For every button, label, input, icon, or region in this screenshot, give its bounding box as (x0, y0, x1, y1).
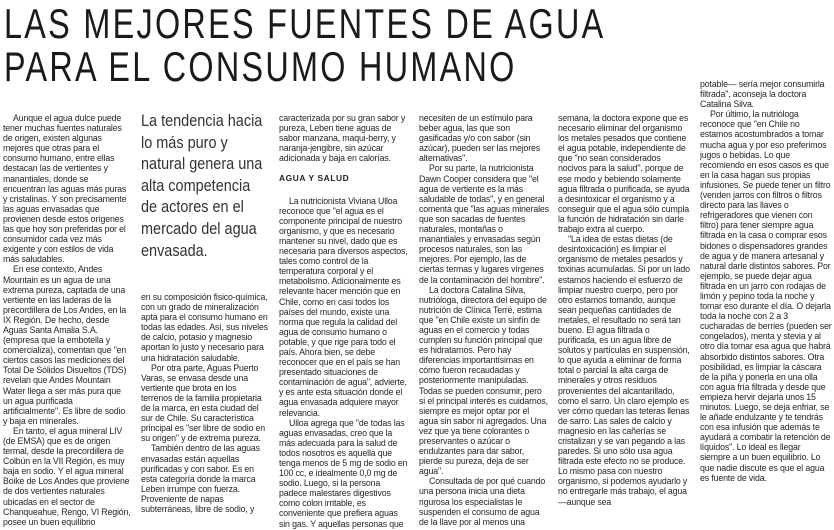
paragraph: Por su parte, la nutricionista Dawn Cooper considera que "el agua de vertiente es la más saludable de todas", y en general comenta que "las aguas minerales que son sacadas de fuentes naturales, montañas o manantiales y envasadas según procesos naturales, son las mejores. Por ejemplo, las de ciertas termas y lugares vírgenes de la contaminación del hombre". (419, 163, 549, 285)
headline (4, 2, 785, 88)
paragraph-continued: semana, la doctora expone que es necesario eliminar del organismo los metales pesados que contiene el agua potable, independiente de que "no sean considerados nocivos para la salud", porque de ese modo y bebiendo solamente agua filtrada o purificada, se ayuda a desintoxicar el organismo y a conseguir que el agua sólo cumpla la función de hidratación sin darle trabajo extra al cuerpo. (558, 113, 690, 235)
headline-line-1: LAS MEJORES FUENTES DE AGUA (4, 0, 606, 47)
paragraph: En tanto, el agua mineral LIV (de EMSA) que es de origen termal, desde la precordillera de Colbún en la VII Región, es muy baja en sodio. Y el agua mineral Boike de Los Andes que proviene de dos vertientes naturales ubicadas en el sector de Chanqueahue, Rengo, VI Región, posee un buen equilibrio (3, 425, 131, 527)
paragraph: "La idea de estas dietas (de desintoxicación) es limpiar el organismo de metales pesados y toxinas acumuladas. Si por un lado estamos haciendo el esfuerzo de limpiar nuestro cuerpo, pero por otro estamos tomando, aunque sean pequeñas cantidades de metales, el resultado no será tan bueno. El agua filtrada o purificada, es un agua libre de solutos y partículas en suspensión, lo que ayuda a eliminar de forma total o parcial la alta carga de minerales y otros residuos provenientes del alcantarillado, como el sarro. Un claro ejemplo es ver cómo quedan las teteras llenas de sarro. Las sales de calcio y magnesio en las cañerías se cristalizan y se van pegando a las paredes. Si uno sólo usa agua filtrada este efecto no se produce. Lo mismo pasa con nuestro organismo, si podemos ayudarlo y no entregarle más trabajo, el agua —aunque sea (558, 234, 690, 507)
headline-line-2: PARA EL CONSUMO HUMANO (4, 43, 517, 90)
article-column-3 (279, 113, 409, 530)
paragraph: Ulloa agrega que "de todas las aguas envasadas, creo que la más adecuada para la salud de todos nosotros es aquella que tenga menos de 5 mg de sodio en 100 cc, e idealmente 0,0 mg de sodio. Luego, si la persona padece malestares digestivos como colon irritable, es conveniente que prefiera aguas sin gas. Y aquellas personas que (279, 417, 408, 529)
paragraph-continued: potable— sería mejor consumirla filtrada", aconseja la doctora Catalina Silva. (700, 79, 825, 110)
paragraph: También dentro de las aguas envasadas están aquellas purificadas y con sabor. Es en esta categoría donde la marca Leben irrumpe con fuerza. Proveniente de napas subterráneas, libre de sodio, y (141, 443, 260, 514)
paragraph: La nutricionista Viviana Ulloa reconoce que "el agua es el componente principal de nuestro organismo, y que es necesario mantener su nivel, dado que es necesaria para diversos aspectos, tales como control de la temperatura corporal y el metabolismo. Adicionalmente es relevante hacer mención que en Chile, como en casi todos los países del mundo, existe una norma que regula la calidad del agua de consumo humano o potable, y que rige para todo el país. Ahora bien, se debe reconocer que en el país se han presentado situaciones de contaminación de agua", advierte, y es ante esta situación donde el agua envasada adquiere mayor relevancia. (279, 195, 408, 418)
pull-quote: La tendencia hacia lo más puro y natural genera una alta competencia de actores en el mercado del agua envasada. (141, 111, 263, 260)
article-column-4 (419, 113, 549, 530)
paragraph: Consultada de por qué cuando una persona inicia una dieta rigurosa los especialistas le suspenden el consumo de agua de la llave por al menos una (419, 476, 546, 527)
paragraph-continued: en su composición fisico-química, con un grado de mineralización apta para el consumo humano en todas las edades. Así, sus niveles de calcio, potasio y magnesio aportan lo justo y necesario para una hidratación saludable. (141, 292, 268, 363)
paragraph: La doctora Catalina Silva, nutrióloga, directora del equipo de nutrición de Clínica Terré, estima que "en Chile existe un sinfín de aguas en el comercio y todas cumplen su función principal que es hidratarnos. Pero hay diferencias importantísimas en cómo fueron recaudadas y posteriormente manipuladas. Todas se pueden consumir, pero si el principal interés es cuidarnos, siempre es mejor optar por el agua sin sabor ni agregados. Una vez que ya tiene colorantes o preservantes o azúcar o endulzantes para dar sabor, pierde su pureza, deja de ser agua". (419, 284, 548, 477)
article-column-2 (141, 110, 269, 530)
paragraph: Por otra parte, Aguas Puerto Varas, se envasa desde una vertiente que brota en los terrenos de la familia propietaria de la marca, en esta ciudad del sur de Chile. Su característica principal es "ser libre de sodio en su origen" y de extrema pureza. (141, 362, 266, 444)
paragraph: Por último, la nutrióloga reconoce que "en Chile no estamos acostumbrados a tomar mucha agua y por eso preferimos jugos o bebidas. Lo que recomiendo en esos casos es que en la casa hagan sus propias infusiones. Se puede tener un filtro (venden jarros con filtros o filtros directo para las llaves o refrigeradores que vienen con filtro) para tener siempre agua filtrada en la casa o comprar esos bidones o dispensadores grandes de agua y de manera artesanal y natural darle distintos sabores. Por ejemplo, se puede dejar agua filtrada en un jarro con rodajas de limón y pepino toda la noche y tomar eso durante el día. O dejarla toda la noche con 2 a 3 cucharadas de berries (pueden ser congelados), menta y stevia y al otro día tomar esa agua que habrá absorbido distintos sabores. Otra posibilidad, es limpiar la cáscara de la piña y ponerla en una olla con agua fría filtrada y desde que empieza hervir dejarla unos 15 minutos. Luego, se deja enfriar, se le añade endulzante y te tendrás con esa infusión que además te ayudará a combatir la retención de líquidos". Lo ideal es llegar siempre a un buen equilibrio. Lo que nadie discute es que el agua es fuente de vida. (700, 109, 832, 483)
pull-quote-box (141, 110, 269, 286)
paragraph: En ese contexto, Andes Mountain es un agua de una extrema pureza, captada de una vertiente en las laderas de la precordillera de Los Andes, en la IX Región. De hecho, desde Aguas Santa Amalia S.A. (empresa que la embotella y comercializa), comentan que "en ciertos casos las mediciones del Total De Sólidos Disueltos (TDS) revelan que Andes Mountain Water llega a ser más pura que un agua purificada artificialmente". Es libre de sodio y baja en minerales. (3, 264, 127, 426)
article-column-1 (3, 113, 131, 530)
paragraph-continued: necesiten de un estímulo para beber agua, las que son gasificadas y/o con sabor (sin azúcar), pueden ser las mejores alternativas". (419, 113, 541, 164)
article-column-5 (558, 113, 690, 530)
paragraph-continued: caracterizada por su gran sabor y pureza, Leben tiene aguas de sabor manzana, maqui-berry, y naranja-jengibre, sin azúcar adicionada y baja en calorías. (279, 113, 406, 164)
paragraph: Aunque el agua dulce puede tener muchas fuentes naturales de origen, existen algunas mejores que otras para el consumo humano, entre ellas destacan las de vertientes y manantiales, donde se encuentran las aguas más puras y cristalinas. Y son precisamente las aguas envasadas que provienen desde estos orígenes las que hoy son preferidas por el consumidor cada vez más exigente y con estilos de vida más saludables. (3, 113, 127, 265)
section-subheading: AGUA Y SALUD (279, 173, 350, 184)
article-column-6 (700, 79, 832, 530)
column-2-body (141, 292, 269, 514)
